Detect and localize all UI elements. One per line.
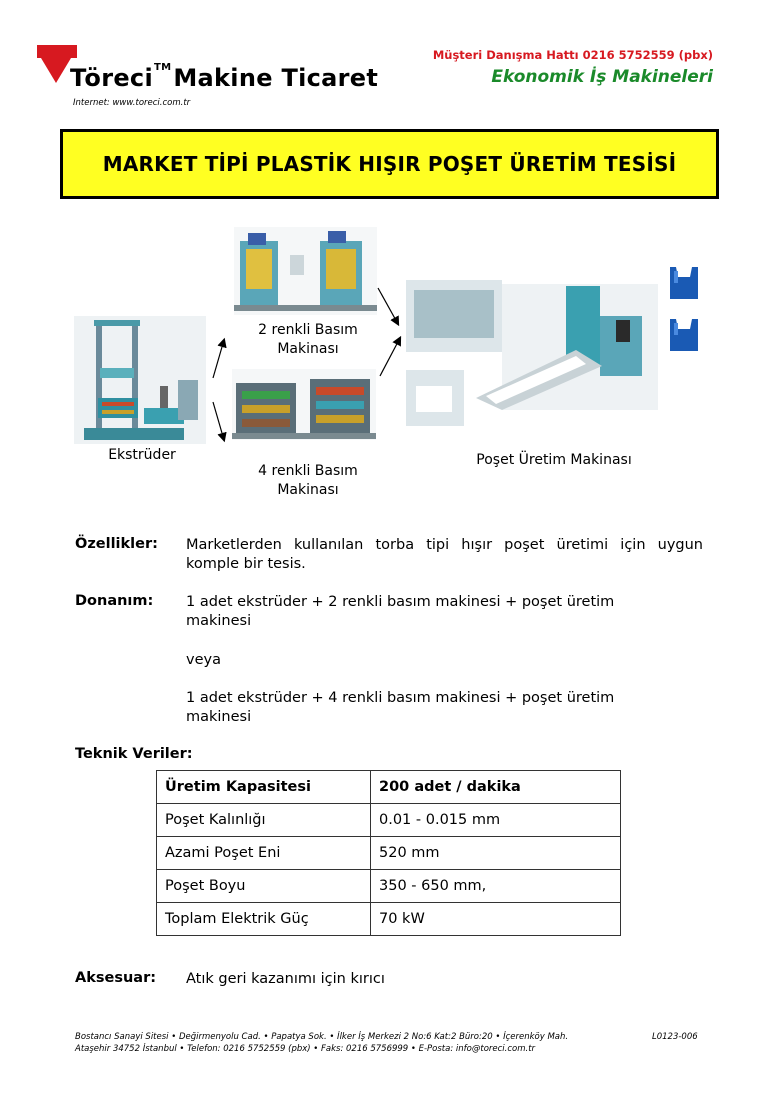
flow-arrows [0, 0, 777, 520]
table-cell: Poşet Kalınlığı [157, 804, 371, 837]
table-cell: Toplam Elektrik Güç [157, 903, 371, 936]
tech-label: Teknik Veriler: [75, 746, 193, 762]
footer-address-line-1: Bostancı Sanayi Sitesi • Değirmenyolu Cad. • Papatya Sok. • İlker İş Merkezi 2 No:6 Kat:2 Büro:20 • İçerenköy Mah. [75, 1032, 569, 1042]
footer-address-line-2: Ataşehir 34752 İstanbul • Telefon: 0216 5752559 (pbx) • Faks: 0216 5756999 • E-Posta: info@toreci.com.tr [75, 1044, 536, 1054]
equipment-option-2: 1 adet ekstrüder + 4 renkli basım makinesi + poşet üretim makinesi [186, 690, 615, 725]
arrow-2color-to-bag [378, 288, 398, 324]
slogan: Ekonomik İş Makineleri [491, 67, 713, 87]
customer-hotline: Müşteri Danışma Hattı 0216 5752559 (pbx) [432, 48, 713, 62]
table-row [157, 837, 621, 870]
features-label: Özellikler: [75, 536, 158, 552]
table-cell: 0.01 - 0.015 mm [371, 804, 621, 837]
caption-printer-4-color: 4 renkli Basım Makinası [258, 463, 358, 498]
table-cell: Azami Poşet Eni [157, 837, 371, 870]
company-name: Töreci™Makine Ticaret [70, 62, 379, 92]
page-title: MARKET TİPİ PLASTİK HIŞIR POŞET ÜRETİM TESİSİ [102, 152, 677, 176]
table-cell: 200 adet / dakika [371, 771, 621, 804]
table-cell: 520 mm [371, 837, 621, 870]
table-header-row [157, 771, 621, 804]
table-row [157, 804, 621, 837]
arrow-extruder-to-2color [213, 340, 224, 378]
footer-document-code: L0123-006 [652, 1032, 698, 1042]
caption-bag-machine: Poşet Üretim Makinası [476, 452, 632, 468]
table-row [157, 903, 621, 936]
table-cell: 350 - 650 mm, [371, 870, 621, 903]
equipment-option-1: 1 adet ekstrüder + 2 renkli basım makinesi + poşet üretim makinesi [186, 594, 615, 629]
equipment-or: veya [186, 652, 221, 668]
table-cell: Poşet Boyu [157, 870, 371, 903]
accessory-label: Aksesuar: [75, 970, 157, 986]
caption-extruder: Ekstrüder [108, 447, 176, 463]
features-text: Marketlerden kullanılan torba tipi hışır poşet üretimi için uygun komple bir tesis. [186, 537, 703, 572]
caption-printer-2-color: 2 renkli Basım Makinası [258, 322, 358, 357]
accessory-text: Atık geri kazanımı için kırıcı [186, 971, 385, 987]
spec-table [156, 770, 621, 936]
table-cell: Üretim Kapasitesi [157, 771, 371, 804]
equipment-label: Donanım: [75, 593, 154, 609]
internet-address: Internet: www.toreci.com.tr [73, 98, 191, 108]
table-cell: 70 kW [371, 903, 621, 936]
table-row [157, 870, 621, 903]
arrow-extruder-to-4color [213, 402, 224, 440]
arrow-4color-to-bag [380, 338, 400, 376]
